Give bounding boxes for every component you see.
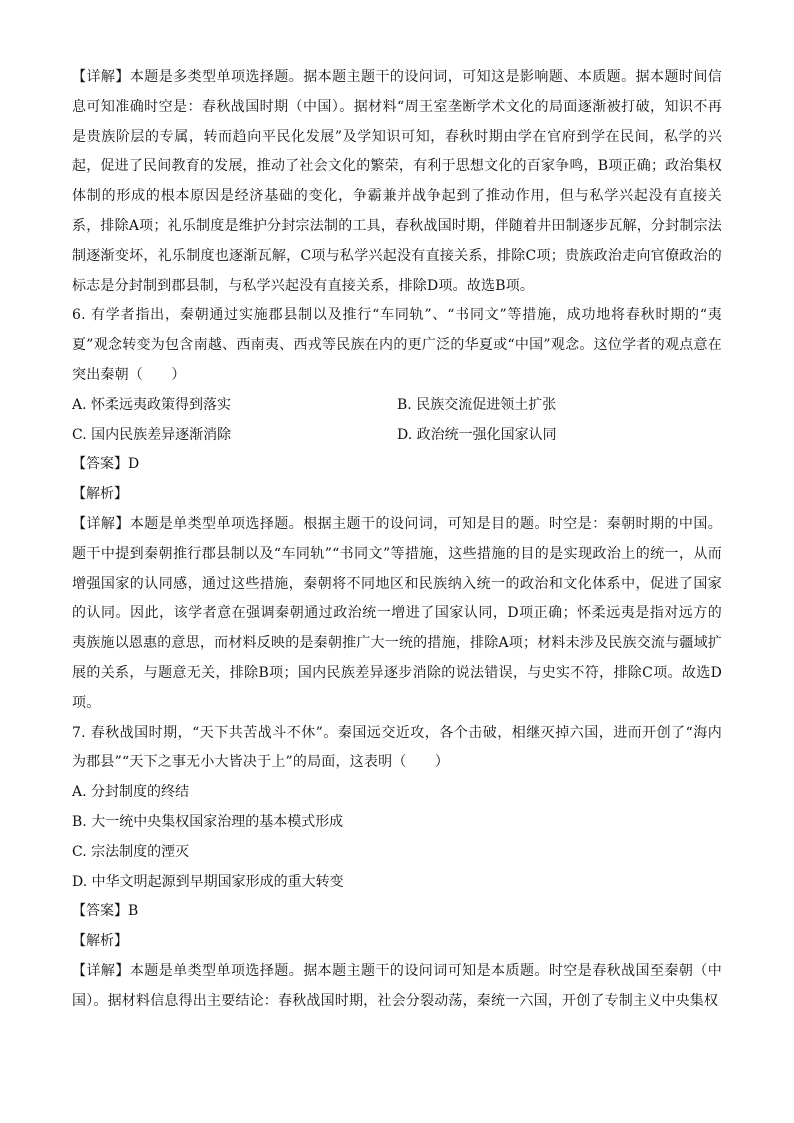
question-6-analysis-label: 【解析】 [72,486,128,503]
answer-value: D [128,456,140,473]
detail-paragraph-q5 [72,63,722,301]
detail-text: 本题是多类型单项选择题。据本题主题干的设问词，可知这是影响题、本质题。据本题时间信息可知准确时空是：春秋战国时期（中国）。据材料“周王室垄断学术文化的局面逐渐被打破，知识不再是贵族阶层的专属，转而趋向平民化发展”及学知识可知，春秋时期由学在官府到学在民间，私学的兴起，促进了民间教育的发展，推动了社会文化的繁荣，有利于思想文化的百家争鸣，B项正确；政治集权体制的形成的根本原因是经济基础的变化，争霸兼并战争起到了推动作用，但与私学兴起没有直接关系，排除A项；礼乐制度是维护分封宗法制的工具，春秋战国时期，伴随着井田制逐步瓦解，分封制宗法制逐渐变坏，礼乐制度也逐渐瓦解，C项与私学兴起没有直接关系，排除C项；贵族政治走向官僚政治的标志是分封制到郡县制，与私学兴起没有直接关系，排除D项。故选B项。 [72,69,722,294]
detail-tag: 【详解】 [72,962,130,979]
question-6-option-d: D. 政治统一强化国家认同 [397,426,557,443]
question-6-option-a: A. 怀柔远夷政策得到落实 [72,396,232,413]
question-7-option-b: B. 大一统中央集权国家治理的基本模式形成 [72,813,344,830]
question-7-option-a: A. 分封制度的终结 [72,784,190,801]
question-6-option-c: C. 国内民族差异逐渐消除 [72,426,232,443]
detail-text: 本题是单类型单项选择题。据本题主题干的设问词可知是本质题。时空是春秋战国至秦朝（中国）。据材料信息得出主要结论：春秋战国时期，社会分裂动荡，秦统一六国，开创了专制主义中央集权 [72,962,722,1009]
question-7-stem: 7. 春秋战国时期，“天下共苦战斗不休”。秦国远交近攻，各个击破，相继灭掉六国，进而开创了“海内为郡县”“天下之事无小大皆决于上”的局面，这表明（ ） [72,724,722,771]
detail-tag: 【详解】 [72,69,130,85]
document-page [72,63,722,1017]
answer-label: 【答案】 [72,456,128,473]
answer-label: 【答案】 [72,903,128,920]
question-7-answer [72,897,722,927]
detail-tag: 【详解】 [72,515,130,532]
question-6-options-row-2 [72,421,722,451]
detail-text: 本题是单类型单项选择题。根据主题干的设问词，可知是目的题。时空是：秦朝时期的中国。题干中提到秦朝推行郡县制以及“车同轨”“书同文”等措施，这些措施的目的是实现政治上的统一，从而增强国家的认同感，通过这些措施，秦朝将不同地区和民族纳入统一的政治和文化体系中，促进了国家的认同。因此，该学者意在强调秦朝通过政治统一增进了国家认同，D项正确；怀柔远夷是指对远方的夷族施以恩惠的意思，而材料反映的是秦朝推广大一统的措施，排除A项；材料未涉及民族交流与疆域扩展的关系，与题意无关，排除B项；国内民族差异逐步消除的说法错误，与史实不符，排除C项。故选D项。 [72,515,722,711]
question-7-option-c: C. 宗法制度的湮灭 [72,843,190,860]
question-7-option-d: D. 中华文明起源到早期国家形成的重大转变 [72,873,344,890]
question-6-options-row-1 [72,391,722,421]
answer-value: B [128,903,139,920]
question-6-stem: 6. 有学者指出，秦朝通过实施郡县制以及推行“车同轨”、“书同文”等措施，成功地将春秋时期的“夷夏”观念转变为包含南越、西南夷、西戎等民族在内的更广泛的华夏或“中国”观念。这位学者的观点意在突出秦朝（ ） [72,307,722,383]
question-7-analysis-label: 【解析】 [72,933,128,950]
question-6-answer [72,450,722,480]
question-6-option-b: B. 民族交流促进领土扩张 [397,396,557,413]
question-7-detail [72,957,722,1017]
question-6-detail [72,510,722,719]
